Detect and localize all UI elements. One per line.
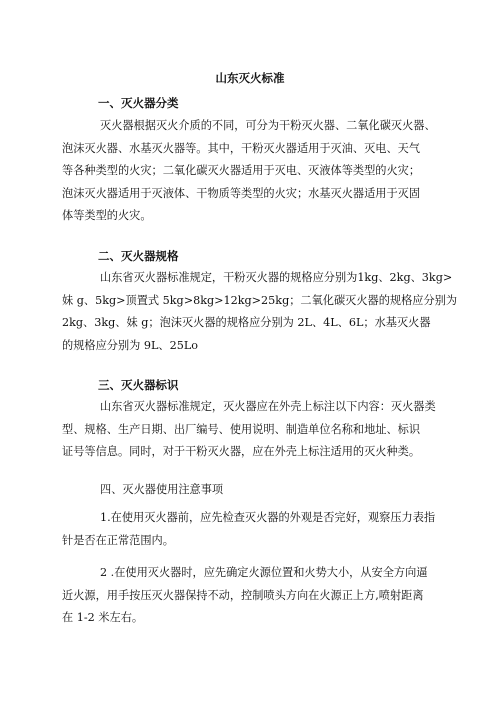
text-line: 1.在使用灭火器前，应先检查灭火器的外观是否完好，观察压力表指 [100, 511, 436, 524]
section-heading-specifications: 二、灭火器规格 [98, 249, 179, 263]
section-heading-labeling: 三、灭火器标识 [98, 378, 179, 392]
text-line: 的规格应分别为 9L、25Lo [62, 338, 199, 352]
document-title: 山东灭火标准 [215, 71, 285, 85]
paragraph-classification [62, 115, 442, 228]
text-line: 等各种类型的火灾；二氧化碳灭火器适用于灭电、灭液体等类型的火灾； [62, 164, 421, 177]
paragraph-specifications [62, 267, 458, 357]
text-line: 泡沫灭火器、水基灭火器等。其中，干粉灭火器适用于灭油、灭电、天气 [62, 141, 421, 155]
text-line: 针是否在正常范围内。 [62, 533, 174, 547]
text-line: 泡沫灭火器适用于灭液体、干物质等类型的火灾；水基灭火器适用于灭固 [62, 186, 421, 200]
section-heading-classification: 一、灭火器分类 [98, 96, 179, 110]
section-heading-usage-notes-wrap [62, 479, 442, 502]
text-line: 证号等信息。同时，对于干粉灭火器，应在外壳上标注适用的灭火种类。 [62, 445, 421, 458]
text-line: 体等类型的火灾。 [62, 209, 152, 222]
paragraph-labeling [62, 396, 442, 464]
text-line: 灭火器根据灭火介质的不同，可分为干粉灭火器、二氧化碳灭火器、 [100, 119, 436, 132]
text-line: 2 .在使用灭火器时，应先确定火源位置和火势大小，从安全方向逼 [100, 566, 428, 579]
text-line: 在 1-2 米左右。 [62, 611, 144, 624]
paragraph-note-1 [62, 507, 442, 552]
text-line: 型、规格、生产日期、出厂编号、使用说明、制造单位名称和地址、标识 [62, 422, 421, 436]
text-line: 妹 g、5kg>顶置式 5kg>8kg>12kg>25kg；二氧化碳灭火器的规格应分别为 [62, 293, 458, 307]
paragraph-note-2 [62, 562, 442, 630]
text-line: 山东省灭火器标准规定，干粉灭火器的规格应分别为1kg、2kg、3kg> [100, 271, 453, 284]
text-line: 近火源，用手按压灭火器保持不动，控制喷头方向在火源正上方,喷射距离 [62, 588, 424, 602]
section-heading-usage-notes: 四、灭火器使用注意事项 [100, 483, 224, 496]
text-line: 山东省灭火器标准规定，灭火器应在外壳上标注以下内容：灭火器类 [100, 400, 436, 413]
text-line: 2kg、3kg、妹 g；泡沫灭火器的规格应分别为 2L、4L、6L；水基灭火器 [62, 316, 431, 329]
